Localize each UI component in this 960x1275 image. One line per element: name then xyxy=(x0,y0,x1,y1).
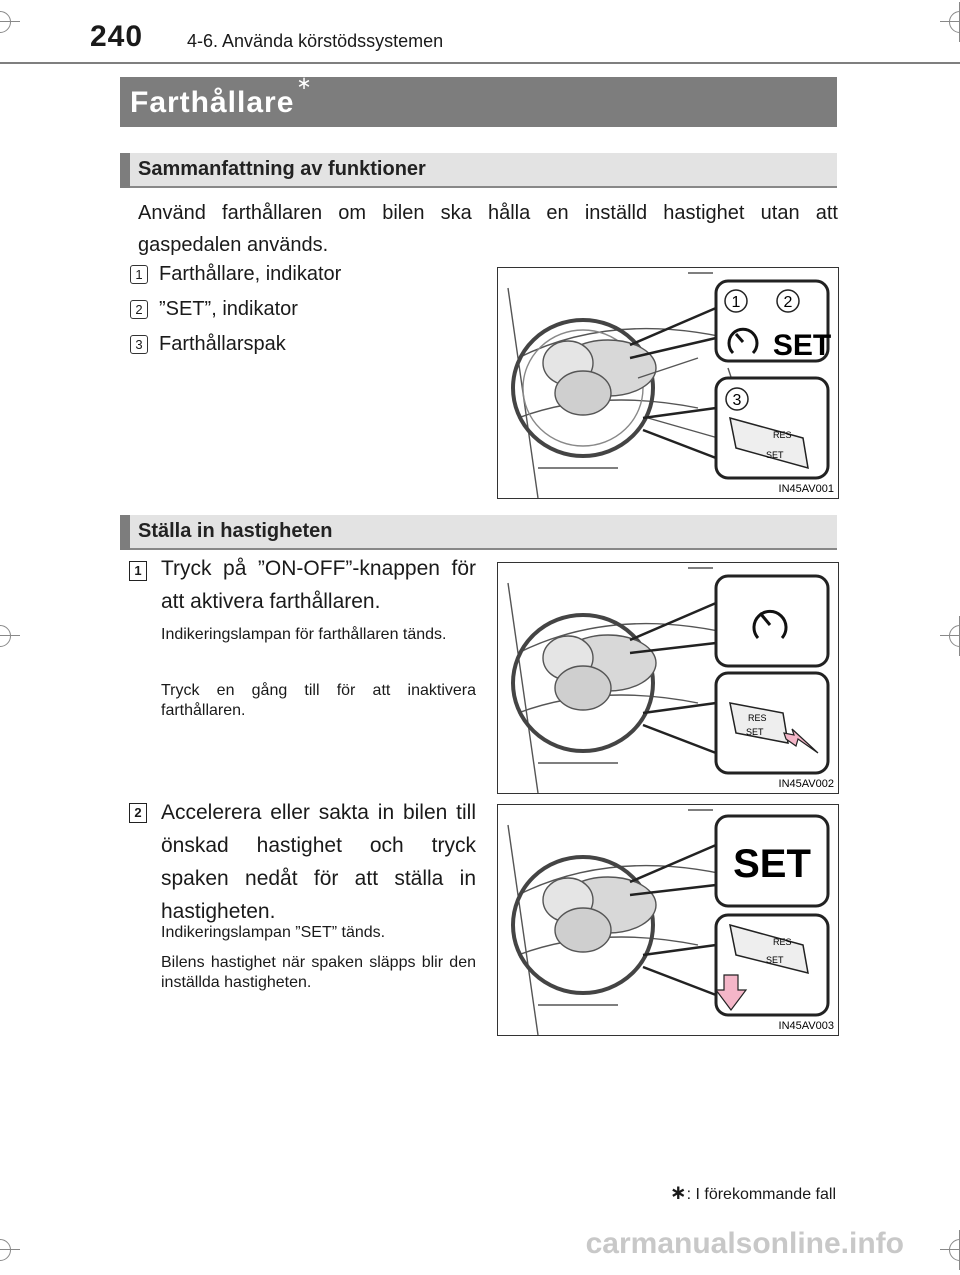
cockpit-illustration xyxy=(498,268,838,498)
callout-number: 1 xyxy=(731,294,741,311)
legend-item xyxy=(130,263,341,286)
lever-set-label: SET xyxy=(766,955,784,965)
set-indicator-text: SET xyxy=(772,329,832,362)
lever-res-label: RES xyxy=(748,713,767,723)
page-title-text: Farthållare xyxy=(130,86,295,119)
section-heading-summary xyxy=(120,153,837,188)
section-heading-set-speed xyxy=(120,515,837,550)
header-rule xyxy=(0,62,960,64)
lever-res-label: RES xyxy=(773,430,792,440)
registration-mark xyxy=(0,616,20,656)
step-number: 1 xyxy=(129,561,147,581)
legend-item xyxy=(130,333,286,356)
intro-paragraph: Använd farthållaren om bilen ska hålla en inställd hastighet utan att gaspedalen används. xyxy=(138,202,838,256)
step-note: Bilens hastighet när spaken släpps blir den inställda hastigheten. xyxy=(161,954,476,991)
legend-label: Farthållare, indikator xyxy=(159,263,342,285)
registration-mark xyxy=(940,1230,960,1270)
legend-number: 3 xyxy=(130,335,148,354)
footnote-text: : I förekommande fall xyxy=(686,1186,836,1203)
cockpit-illustration xyxy=(498,563,838,793)
legend-number: 2 xyxy=(130,300,148,319)
step-note: Indikeringslampan ”SET” tänds. xyxy=(161,924,386,941)
heading-bar xyxy=(120,153,130,188)
watermark: carmanualsonline.info xyxy=(585,1227,904,1260)
figure-code: IN45AV002 xyxy=(778,778,834,790)
section-heading-text: Ställa in hastigheten xyxy=(138,520,333,542)
indicator-callout-box xyxy=(716,576,828,666)
step-note: Tryck en gång till för att inaktivera farthållaren. xyxy=(161,682,476,719)
figure-code: IN45AV003 xyxy=(778,1020,834,1032)
callout-number: 3 xyxy=(732,392,742,409)
legend-number: 1 xyxy=(130,265,148,284)
registration-mark xyxy=(940,616,960,656)
registration-mark xyxy=(0,2,20,42)
legend-item xyxy=(130,298,298,321)
page-number: 240 xyxy=(90,20,144,53)
set-indicator-text: SET xyxy=(733,842,811,886)
heading-bar xyxy=(120,515,130,550)
figure-on-off xyxy=(497,562,839,794)
figure-code: IN45AV001 xyxy=(778,483,834,495)
cockpit-illustration xyxy=(498,805,838,1035)
registration-mark xyxy=(0,1230,20,1270)
chapter-title: 4-6. Använda körstödssystemen xyxy=(187,31,444,51)
figure-cruise-overview xyxy=(497,267,839,499)
footnote-mark: ∗ xyxy=(669,1182,687,1204)
callout-number: 2 xyxy=(783,294,793,311)
step-text: Accelerera eller sakta in bilen till önskad hastighet och tryck spaken nedåt för att ställa in hastigheten. xyxy=(161,801,476,923)
registration-mark xyxy=(940,2,960,42)
legend-label: Farthållarspak xyxy=(159,333,286,355)
step-text: Tryck på ”ON-OFF”-knappen för att aktivera farthållaren. xyxy=(161,557,476,613)
lever-set-label: SET xyxy=(766,450,784,460)
lever-res-label: RES xyxy=(773,937,792,947)
figure-set-speed xyxy=(497,804,839,1036)
footnote xyxy=(670,1180,836,1205)
step-note: Indikeringslampan för farthållaren tänds. xyxy=(161,626,447,643)
page-title xyxy=(130,73,313,120)
page-title-band xyxy=(120,73,837,127)
step-number: 2 xyxy=(129,803,147,823)
lever-set-label: SET xyxy=(746,727,764,737)
title-footnote-mark: ∗ xyxy=(296,73,313,93)
legend-label: ”SET”, indikator xyxy=(159,298,298,320)
section-heading-text: Sammanfattning av funktioner xyxy=(138,158,426,180)
